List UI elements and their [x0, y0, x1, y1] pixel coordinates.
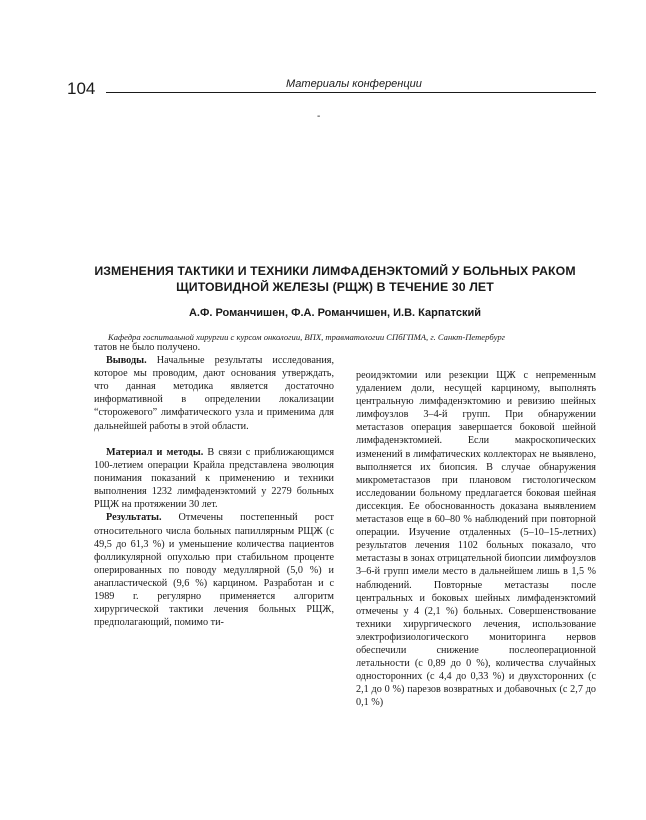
authors: А.Ф. Романчишен, Ф.А. Романчишен, И.В. Карпатский	[188, 307, 482, 319]
conclusions-text: Начальные результаты исследования, которое мы проводим, дают основания утверждать, что данная методика является достаточно информативной в определении локализации “сторожевого” лимфатического узла и применима для дальнейшей работы в этой области.	[94, 355, 334, 432]
conclusions-label: Выводы.	[106, 355, 147, 367]
fragment-paragraph: татов не было получено.	[94, 342, 201, 353]
article-title	[70, 263, 600, 295]
header-rule	[106, 92, 596, 93]
methods-text: В связи с приближающимся 100-летием операции Крайла представлена эволюция понимания показаний к применению и техники выполнения 1232 лимфаденэктомий у 2279 больных РЩЖ на протяжении 30 лет.	[94, 447, 335, 511]
right-column-paragraph: реоидэктомии или резекции ЩЖ с непременным удалением доли, несущей карциному, выполнять центральную лимфаденэктомию и ревизию шейных лимфоузлов 3–4-й групп. При обнаружении метастазов операция завершается боковой шейной лимфаденэктомией. Если макроскопических изменений в лимфатических коллекторах не выявлено, выполняется их биопсия. В случае обнаружения микрометастазов при плановом гистологическом исследовании больному предлагается боковая шейная диссекция. Ее обоснованность доказана выявлением метастазов еще в 60–80 % наблюдений при повторной операции. Изучение отдаленных (5–10–15-летних) результатов лечения 1102 больных показало, что метастазы в зонах отрицательной биопсии лимфоузлов 3–6-й групп имели место в дальнейшем лишь в 1,5 % наблюдений. Повторные метастазы после центральных и боковых шейных лимфаденэктомий отмечены у 4 (2,1 %) больных. Совершенствование техники хирургического лечения, использование электрофизиологического мониторинга нервов обеспечили снижение послеоперационной летальности (с 0,89 до 0 %), количества случайных односторонних (с 4,4 до 0,33 %) и двухсторонних (с 2,1 до 0 %) парезов возвратных и добавочных (с 2,7 до 0,1 %)	[356, 370, 596, 709]
conclusions-paragraph	[94, 354, 334, 433]
article-title-line-1: ИЗМЕНЕНИЯ ТАКТИКИ И ТЕХНИКИ ЛИМФАДЕНЭКТОМИЙ У БОЛЬНЫХ РАКОМ	[94, 264, 576, 278]
methods-label: Материал и методы.	[106, 447, 204, 458]
stray-mark: -	[317, 111, 321, 122]
methods-paragraph	[94, 446, 334, 511]
affiliation: Кафедра госпитальной хирургии с курсом онкологии, ВПХ, травматологии СПбГПМА, г. Санкт-Петербург	[108, 332, 505, 342]
page-number: 104	[67, 79, 96, 98]
right-column	[356, 369, 596, 709]
left-column-top	[94, 341, 334, 433]
article-title-line-2: ЩИТОВИДНОЙ ЖЕЛЕЗЫ (РЩЖ) В ТЕЧЕНИЕ 30 ЛЕТ	[176, 280, 494, 294]
results-paragraph	[94, 511, 334, 629]
results-label: Результаты.	[106, 512, 162, 524]
results-text: Отмечены постепенный рост относительного числа больных папиллярным РЩЖ (с 49,5 до 61,3 %) и уменьшение количества пациентов фолликулярной опухолью при стабильном проценте оперированных по поводу медуллярной (5,0 %) и анапластической (9,6 %) карцином. Разработан и с 1989 г. регулярно применяется алгоритм хирургической тактики лечения больных РЩЖ, предполагающий, помимо ти-	[94, 512, 334, 629]
running-title: Материалы конференции	[286, 78, 422, 90]
left-column-main	[94, 446, 334, 629]
